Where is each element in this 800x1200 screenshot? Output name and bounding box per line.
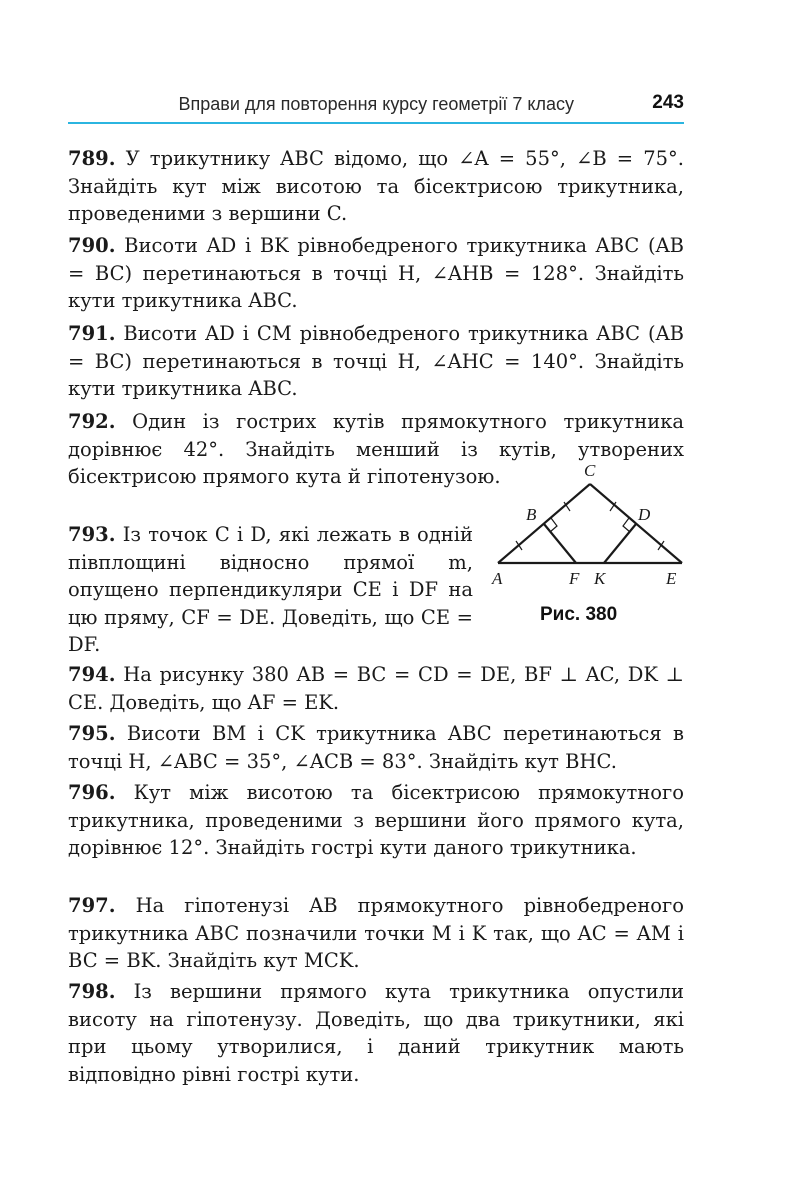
- label-a: A: [492, 569, 503, 588]
- right-angle-mark-d: [623, 518, 630, 532]
- figure-caption: Рис. 380: [540, 604, 618, 625]
- exercise-text: Із точок C і D, які лежать в одній півплощині відносно прямої m, опущено перпендикуляри CE і DF на цю пряму, CF = DE. Доведіть, що CE = DF.: [68, 523, 473, 656]
- segment-dk: [604, 524, 636, 563]
- exercise-text: У трикутнику ABC відомо, що ∠A = 55°, ∠B = 75°. Знайдіть кут між висотою та бісектрисою трикутника, проведеними з вершини C.: [68, 147, 684, 225]
- label-f: F: [569, 569, 580, 588]
- right-angle-mark-b: [550, 518, 557, 532]
- exercise-number: 790.: [68, 234, 116, 257]
- page-header: [68, 90, 684, 124]
- exercise-number: 792.: [68, 410, 116, 433]
- segment-bf: [544, 524, 576, 563]
- exercise-text: Висоти AD і BK рівнобедреного трикутника ABC (AB = BC) перетинаються в точці H, ∠AHB = 128°. Знайдіть кути трикутника ABC.: [68, 234, 685, 312]
- exercise-text: Із вершини прямого кута трикутника опустили висоту на гіпотенузу. Доведіть, що два трикутники, які при цьому утворилися, і даний трикутник мають відповідно рівні гострі кути.: [68, 980, 685, 1086]
- label-b: B: [526, 505, 537, 524]
- segment-ce: [590, 484, 682, 563]
- label-e: E: [666, 569, 677, 588]
- exercise-text: Кут між висотою та бісектрисою прямокутного трикутника, проведеними з вершини його прямого кута, дорівнює 12°. Знайдіть гострі кути даного трикутника.: [68, 781, 684, 859]
- exercise-text: Один із гострих кутів прямокутного трикутника дорівнює 42°. Знайдіть менший із кутів, утворених бісектрисою прямого кута й гіпотенузою.: [68, 410, 685, 488]
- page-number: 243: [652, 92, 684, 113]
- exercise-text: Висоти AD і CM рівнобедреного трикутника ABC (AB = BC) перетинаються в точці H, ∠AHC = 140°. Знайдіть кути трикутника ABC.: [68, 322, 684, 400]
- exercise-number: 795.: [68, 722, 116, 745]
- exercise-number: 797.: [68, 894, 116, 917]
- exercise-text: Висоти BM і CK трикутника ABC перетинаються в точці H, ∠ABC = 35°, ∠ACB = 83°. Знайдіть кут BHC.: [68, 722, 684, 773]
- exercise-791: [68, 320, 684, 403]
- exercise-795: [68, 720, 684, 775]
- exercise-number: 791.: [68, 322, 116, 345]
- exercise-text: На гіпотенузі AB прямокутного рівнобедреного трикутника ABC позначили точки M і K так, що AC = AM і BC = BK. Знайдіть кут MCK.: [68, 894, 685, 972]
- exercise-796: [68, 779, 684, 862]
- label-d: D: [638, 505, 651, 524]
- exercise-794: [68, 661, 684, 716]
- label-c: C: [584, 461, 596, 480]
- exercise-number: 793.: [68, 523, 116, 546]
- exercise-number: 794.: [68, 663, 116, 686]
- exercise-797: [68, 892, 684, 975]
- header-title: Вправи для повторення курсу геометрії 7 класу: [178, 94, 574, 114]
- exercise-number: 798.: [68, 980, 116, 1003]
- exercise-number: 789.: [68, 147, 116, 170]
- exercise-number: 796.: [68, 781, 116, 804]
- label-k: K: [594, 569, 606, 588]
- segment-ac: [498, 484, 590, 563]
- exercise-text: На рисунку 380 AB = BC = CD = DE, BF ⊥ AC, DK ⊥ CE. Доведіть, що AF = EK.: [68, 663, 684, 714]
- exercise-798: [68, 978, 684, 1088]
- exercise-789: [68, 145, 684, 228]
- exercise-793: [68, 521, 473, 659]
- exercise-790: [68, 232, 684, 315]
